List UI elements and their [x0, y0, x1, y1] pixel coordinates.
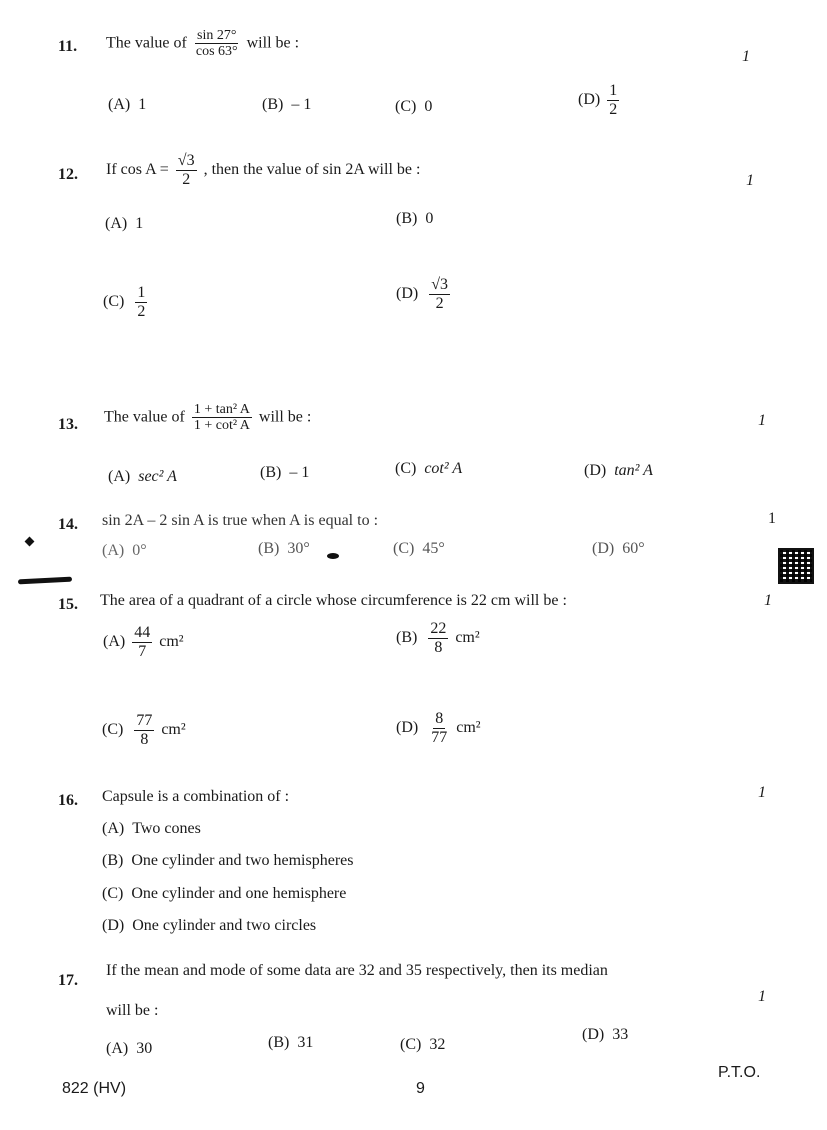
option-d — [584, 462, 653, 480]
option-label: (A) — [108, 468, 131, 485]
numerator: 8 — [435, 710, 444, 727]
option-b — [102, 852, 353, 870]
option-d — [396, 276, 453, 312]
numerator: sin 27° — [197, 28, 237, 43]
unit: cm² — [159, 632, 184, 650]
question-text-line1: If the mean and mode of some data are 32 and 35 respectively, then its median — [106, 962, 608, 979]
option-label: (D) — [592, 540, 615, 557]
option-label: (A) — [102, 820, 125, 837]
fraction — [192, 402, 252, 434]
option-value: One cylinder and two circles — [132, 917, 317, 934]
option-label: (B) — [102, 852, 124, 869]
option-d — [396, 710, 481, 746]
denominator: 7 — [138, 642, 147, 660]
option-c — [103, 284, 150, 320]
option-value: One cylinder and one hemisphere — [131, 885, 347, 902]
option-c — [395, 460, 462, 478]
denominator: 1 + cot² A — [193, 418, 250, 434]
option-value: Two cones — [132, 820, 201, 837]
marks: 1 — [742, 48, 750, 65]
option-c — [400, 1036, 445, 1054]
denominator: 2 — [182, 170, 191, 188]
unit: cm² — [456, 718, 481, 736]
question-number: 15. — [58, 596, 78, 613]
question-number: 13. — [58, 416, 78, 433]
question-prefix: If cos A = — [106, 160, 169, 178]
question-suffix: will be : — [258, 408, 312, 426]
unit: cm² — [455, 628, 480, 646]
option-c — [395, 98, 432, 116]
option-value: 0° — [132, 542, 147, 559]
option-value: – 1 — [289, 464, 310, 481]
option-value: sec² A — [138, 468, 177, 485]
option-label: (A) — [108, 96, 131, 113]
option-label: (C) — [395, 460, 417, 477]
question-text — [106, 152, 420, 188]
option-b — [396, 210, 433, 228]
option-a — [108, 96, 146, 114]
option-b — [260, 464, 309, 482]
scan-smudge — [18, 577, 72, 585]
option-b — [396, 620, 480, 656]
denominator: 77 — [431, 728, 448, 746]
denominator: cos 63° — [195, 44, 238, 60]
denominator: 2 — [609, 100, 618, 118]
option-label: (D) — [584, 462, 607, 479]
question-prefix: The value of — [106, 34, 187, 52]
marks: 1 — [768, 510, 776, 527]
marks: 1 — [746, 172, 754, 189]
numerator: 44 — [134, 624, 151, 641]
question-text-line2: will be : — [106, 1002, 159, 1019]
option-value: One cylinder and two hemispheres — [131, 852, 354, 869]
denominator: 2 — [435, 294, 444, 312]
option-value: 1 — [138, 96, 147, 113]
fraction — [134, 712, 154, 748]
option-d — [102, 917, 316, 935]
fraction — [194, 28, 240, 60]
option-a — [102, 542, 147, 560]
option-label: (D) — [578, 90, 601, 108]
option-c — [102, 712, 186, 748]
option-d — [582, 1026, 628, 1044]
question-suffix: will be : — [246, 34, 300, 52]
option-a — [106, 1040, 152, 1058]
unit: cm² — [161, 720, 186, 738]
option-label: (A) — [106, 1040, 129, 1057]
option-label: (D) — [102, 917, 125, 934]
option-value: 0 — [425, 210, 434, 227]
option-label: (B) — [258, 540, 280, 557]
option-label: (C) — [393, 540, 415, 557]
option-value: 45° — [422, 540, 445, 557]
option-label: (B) — [396, 628, 418, 646]
denominator: 2 — [137, 302, 146, 320]
option-label: (B) — [260, 464, 282, 481]
option-d — [592, 540, 645, 558]
fraction — [135, 284, 147, 320]
option-b — [262, 96, 311, 114]
option-value: 30 — [136, 1040, 153, 1057]
option-value: 31 — [297, 1034, 314, 1051]
option-label: (A) — [102, 542, 125, 559]
marks: 1 — [758, 784, 766, 801]
qr-code — [778, 548, 814, 584]
option-c — [393, 540, 445, 558]
option-label: (C) — [102, 720, 124, 738]
denominator: 8 — [140, 730, 149, 748]
option-d — [578, 82, 622, 118]
option-label: (A) — [105, 215, 128, 232]
question-text: The area of a quadrant of a circle whose circumference is 22 cm will be : — [100, 592, 567, 609]
question-text — [106, 28, 299, 60]
option-value: 1 — [135, 215, 144, 232]
option-value: 33 — [612, 1026, 629, 1043]
numerator: √3 — [177, 152, 195, 169]
question-text: Capsule is a combination of : — [102, 788, 290, 805]
option-label: (B) — [268, 1034, 290, 1051]
option-label: (D) — [582, 1026, 605, 1043]
option-b — [258, 540, 310, 558]
question-suffix: , then the value of sin 2A will be : — [203, 160, 421, 178]
option-label: (B) — [262, 96, 284, 113]
question-text — [104, 402, 311, 434]
option-label: (B) — [396, 210, 418, 227]
option-value: 30° — [287, 540, 310, 557]
option-label: (A) — [103, 632, 126, 650]
question-number: 17. — [58, 972, 78, 989]
numerator: 1 — [609, 82, 618, 99]
option-value: – 1 — [291, 96, 312, 113]
question-number: 12. — [58, 166, 78, 183]
denominator: 8 — [434, 638, 443, 656]
marks: 1 — [758, 412, 766, 429]
option-value: 60° — [622, 540, 645, 557]
page-number: 9 — [416, 1080, 425, 1097]
option-c — [102, 885, 346, 903]
pto-label: P.T.O. — [718, 1064, 761, 1081]
option-a — [105, 215, 143, 233]
option-label: (C) — [102, 885, 124, 902]
fraction — [429, 710, 449, 746]
option-a — [103, 624, 184, 660]
fraction — [176, 152, 197, 188]
fraction — [607, 82, 619, 118]
option-a — [102, 820, 201, 838]
fraction — [132, 624, 152, 660]
paper-code: 822 (HV) — [62, 1080, 127, 1097]
question-number: 14. — [58, 516, 78, 533]
question-number: 16. — [58, 792, 78, 809]
marks: 1 — [764, 592, 772, 609]
option-b — [268, 1034, 313, 1052]
fraction — [429, 276, 450, 312]
option-label: (D) — [396, 284, 419, 302]
option-value: 32 — [429, 1036, 446, 1053]
marks: 1 — [758, 988, 766, 1005]
numerator: 1 — [137, 284, 146, 301]
option-label: (C) — [400, 1036, 422, 1053]
option-a — [108, 468, 177, 486]
numerator: 1 + tan² A — [193, 402, 250, 417]
scan-smudge — [25, 537, 35, 547]
option-label: (C) — [103, 292, 125, 310]
option-value: 0 — [424, 98, 433, 115]
fraction — [428, 620, 448, 656]
numerator: 22 — [430, 620, 447, 637]
option-label: (C) — [395, 98, 417, 115]
question-number: 11. — [58, 38, 78, 55]
option-label: (D) — [396, 718, 419, 736]
numerator: √3 — [431, 276, 448, 293]
numerator: 77 — [136, 712, 153, 729]
scan-smudge — [327, 553, 339, 559]
option-value: cot² A — [424, 460, 463, 477]
option-value: tan² A — [614, 462, 653, 479]
question-text: sin 2A – 2 sin A is true when A is equal to : — [102, 512, 379, 529]
question-prefix: The value of — [104, 408, 185, 426]
